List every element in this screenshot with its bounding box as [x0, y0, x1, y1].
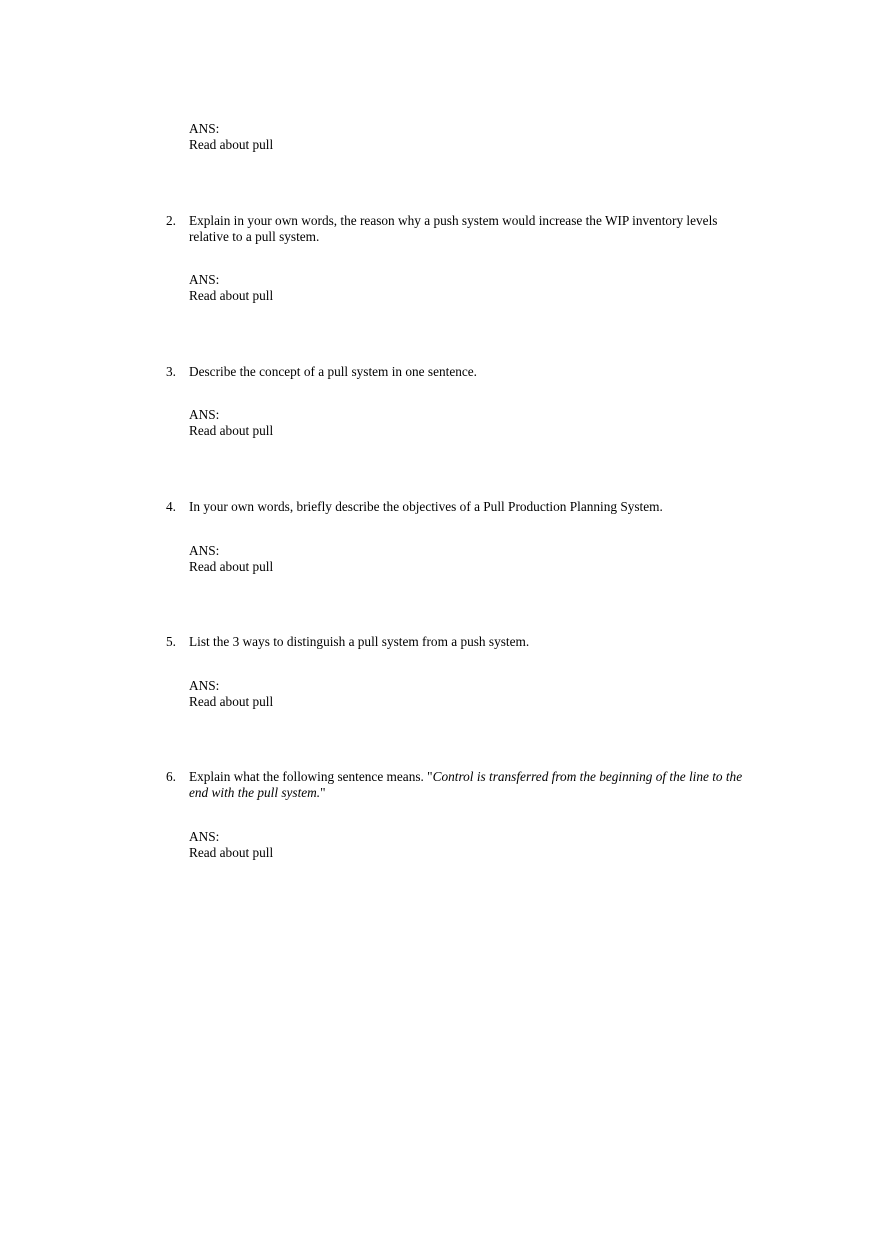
answer-block-6 [189, 829, 749, 861]
question-4 [166, 499, 756, 515]
answer-text: Read about pull [189, 288, 274, 303]
ans-label: ANS: [189, 543, 220, 558]
ans-label: ANS: [189, 272, 220, 287]
question-3 [166, 364, 756, 380]
answer-block-2 [189, 272, 749, 304]
question-text-lead: Explain what the following sentence means. " [189, 769, 433, 784]
question-text: Explain in your own words, the reason why a push system would increase the WIP inventory levels relative to a pull system. [189, 213, 718, 244]
answer-text: Read about pull [189, 845, 274, 860]
answer-text: Read about pull [189, 423, 274, 438]
question-text: In your own words, briefly describe the objectives of a Pull Production Planning System. [189, 499, 663, 514]
question-text: Describe the concept of a pull system in one sentence. [189, 364, 477, 379]
question-number: 3. [166, 364, 176, 379]
question-2 [166, 213, 756, 245]
ans-label: ANS: [189, 678, 220, 693]
quoted-sentence: Control is transferred from the beginning of the line to the end with the pull system. [189, 769, 743, 800]
question-5 [166, 634, 756, 650]
ans-label: ANS: [189, 121, 220, 136]
answer-text: Read about pull [189, 694, 274, 709]
question-text: List the 3 ways to distinguish a pull system from a push system. [189, 634, 530, 649]
answer-text: Read about pull [189, 137, 274, 152]
question-6 [166, 769, 756, 801]
question-number: 5. [166, 634, 176, 649]
answer-block-4 [189, 543, 749, 575]
question-number: 6. [166, 769, 176, 784]
answer-block-1 [189, 121, 749, 153]
ans-label: ANS: [189, 829, 220, 844]
question-text-close: " [320, 785, 326, 800]
answer-block-5 [189, 678, 749, 710]
question-number: 4. [166, 499, 176, 514]
ans-label: ANS: [189, 407, 220, 422]
question-number: 2. [166, 213, 176, 228]
answer-block-3 [189, 407, 749, 439]
answer-text: Read about pull [189, 559, 274, 574]
question-text [189, 769, 749, 801]
